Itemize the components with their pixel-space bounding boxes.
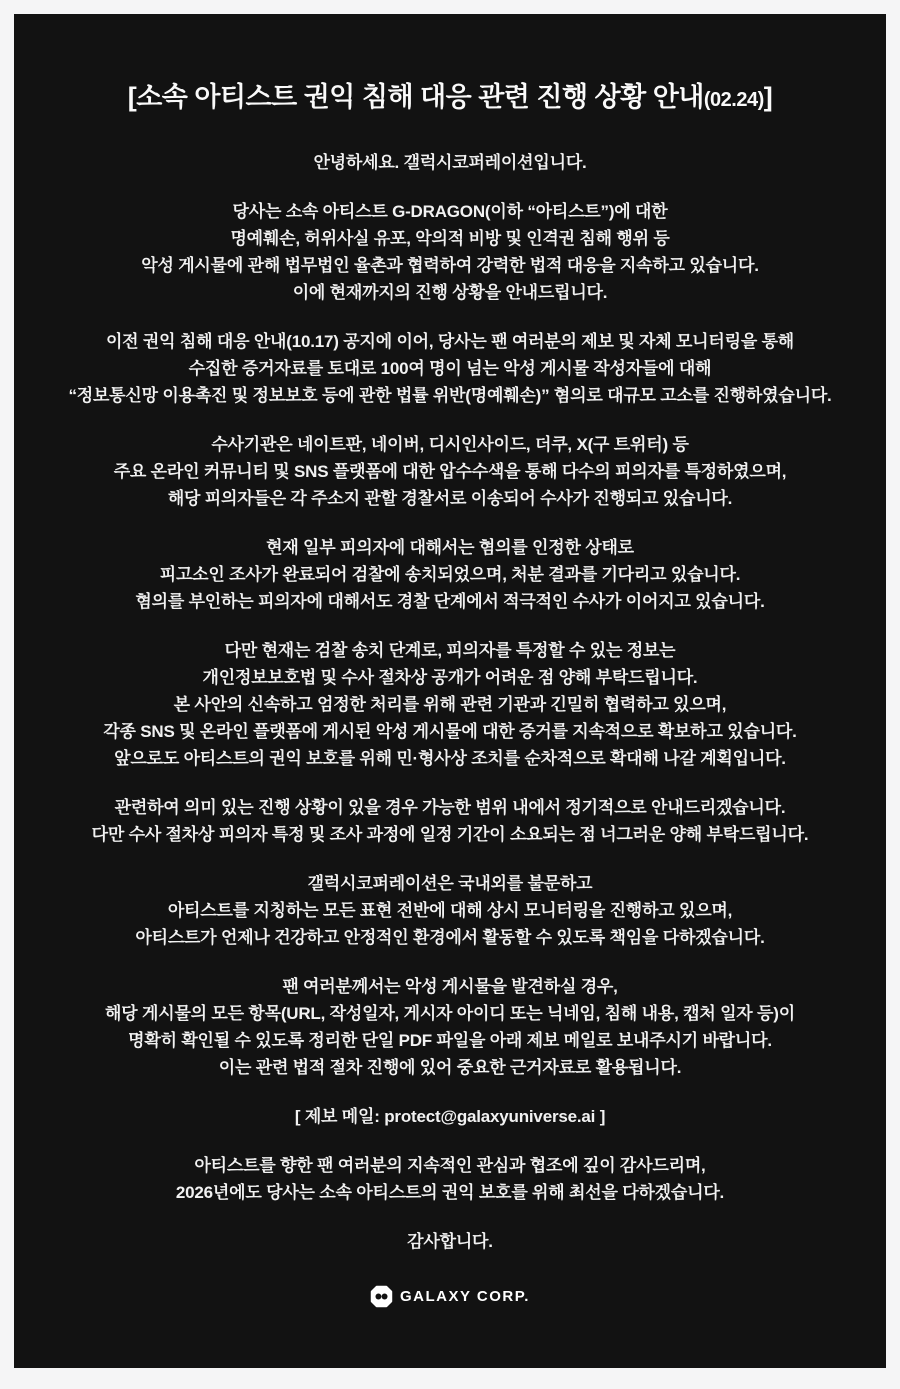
text-line: 2026년에도 당사는 소속 아티스트의 권익 보호를 위해 최선을 다하겠습니다.: [175, 1183, 725, 1202]
paragraph-privacy: [36, 637, 864, 772]
text-line: 주요 온라인 커뮤니티 및 SNS 플랫폼에 대한 압수수색을 통해 다수의 피의자를 특정하였으며,: [113, 462, 787, 481]
paragraph-updates: [36, 794, 864, 848]
text-line: 관련하여 의미 있는 진행 상황이 있을 경우 가능한 범위 내에서 정기적으로 안내드리겠습니다.: [114, 798, 786, 817]
text-line: 다만 수사 절차상 피의자 특정 및 조사 과정에 일정 기간이 소요되는 점 너그러운 양해 부탁드립니다.: [91, 825, 809, 844]
paragraph-lawsuit: [36, 328, 864, 409]
text-line: “정보통신망 이용촉진 및 정보보호 등에 관한 법률 위반(명예훼손)” 혐의로 대규모 고소를 진행하였습니다.: [68, 386, 832, 405]
paragraph-monitoring: [36, 870, 864, 951]
galaxy-mask-icon: [370, 1285, 393, 1308]
text-line: 악성 게시물에 관해 법무법인 율촌과 협력하여 강력한 법적 대응을 지속하고 있습니다.: [141, 256, 759, 275]
paragraph-thanks: [36, 1228, 864, 1255]
page-title-date: (02.24): [703, 89, 764, 111]
report-email-line: [ 제보 메일: protect@galaxyuniverse.ai ]: [294, 1107, 606, 1126]
text-line: 각종 SNS 및 온라인 플랫폼에 게시된 악성 게시물에 대한 증거를 지속적으로 확보하고 있습니다.: [103, 722, 797, 741]
notice-body: [14, 14, 886, 1368]
page-title: [36, 80, 864, 117]
text-line: 본 사안의 신속하고 엄정한 처리를 위해 관련 기관과 긴밀히 협력하고 있으며,: [173, 695, 727, 714]
text-line: 다만 현재는 검찰 송치 단계로, 피의자를 특정할 수 있는 정보는: [224, 641, 676, 660]
text-line: 당사는 소속 아티스트 G-DRAGON(이하 “아티스트”)에 대한: [232, 202, 668, 221]
text-line: 감사합니다.: [407, 1232, 493, 1251]
text-line: 안녕하세요. 갤럭시코퍼레이션입니다.: [313, 153, 587, 172]
text-line: 앞으로도 아티스트의 권익 보호를 위해 민·형사상 조치를 순차적으로 확대해 나갈 계획입니다.: [114, 749, 786, 768]
text-line: 수집한 증거자료를 토대로 100여 명이 넘는 악성 게시물 작성자들에 대해: [188, 359, 712, 378]
paragraph-investigation: [36, 431, 864, 512]
text-line: 아티스트를 지칭하는 모든 표현 전반에 대해 상시 모니터링을 진행하고 있으며,: [167, 901, 733, 920]
text-line: 수사기관은 네이트판, 네이버, 디시인사이드, 더쿠, X(구 트위터) 등: [211, 435, 689, 454]
text-line: 이에 현재까지의 진행 상황을 안내드립니다.: [292, 283, 608, 302]
paragraph-status: [36, 534, 864, 615]
body-paragraphs: [36, 149, 864, 1255]
text-line: 아티스트를 향한 팬 여러분의 지속적인 관심과 협조에 깊이 감사드리며,: [194, 1156, 706, 1175]
paragraph-greeting: [36, 149, 864, 176]
text-line: 이전 권익 침해 대응 안내(10.17) 공지에 이어, 당사는 팬 여러분의 제보 및 자체 모니터링을 통해: [105, 332, 795, 351]
text-line: 명확히 확인될 수 있도록 정리한 단일 PDF 파일을 아래 제보 메일로 보내주시기 바랍니다.: [128, 1031, 772, 1050]
text-line: 갤럭시코퍼레이션은 국내외를 불문하고: [307, 874, 593, 893]
paragraph-report-email: [36, 1103, 864, 1130]
paragraph-intro: [36, 198, 864, 306]
text-line: 피고소인 조사가 완료되어 검찰에 송치되었으며, 처분 결과를 기다리고 있습니다.: [159, 565, 741, 584]
text-line: 혐의를 부인하는 피의자에 대해서도 경찰 단계에서 적극적인 수사가 이어지고 있습니다.: [135, 592, 765, 611]
text-line: 이는 관련 법적 절차 진행에 있어 중요한 근거자료로 활용됩니다.: [218, 1058, 682, 1077]
page-title-bracket: ]: [763, 82, 773, 112]
text-line: 명예훼손, 허위사실 유포, 악의적 비방 및 인격권 침해 행위 등: [230, 229, 670, 248]
footer-logo: [36, 1285, 864, 1308]
text-line: 팬 여러분께서는 악성 게시물을 발견하실 경우,: [282, 977, 618, 996]
text-line: 해당 피의자들은 각 주소지 관할 경찰서로 이송되어 수사가 진행되고 있습니다.: [167, 489, 733, 508]
paragraph-closing: [36, 1152, 864, 1206]
text-line: 아티스트가 언제나 건강하고 안정적인 환경에서 활동할 수 있도록 책임을 다하겠습니다.: [135, 928, 765, 947]
text-line: 개인정보보호법 및 수사 절차상 공개가 어려운 점 양해 부탁드립니다.: [202, 668, 698, 687]
text-line: 해당 게시물의 모든 항목(URL, 작성일자, 게시자 아이디 또는 닉네임, 침해 내용, 캡처 일자 등)이: [105, 1004, 795, 1023]
paragraph-report-guide: [36, 973, 864, 1081]
page-title-text: [소속 아티스트 권익 침해 대응 관련 진행 상황 안내: [127, 82, 704, 112]
text-line: 현재 일부 피의자에 대해서는 혐의를 인정한 상태로: [266, 538, 634, 557]
footer-logo-text: GALAXY CORP.: [400, 1288, 530, 1305]
